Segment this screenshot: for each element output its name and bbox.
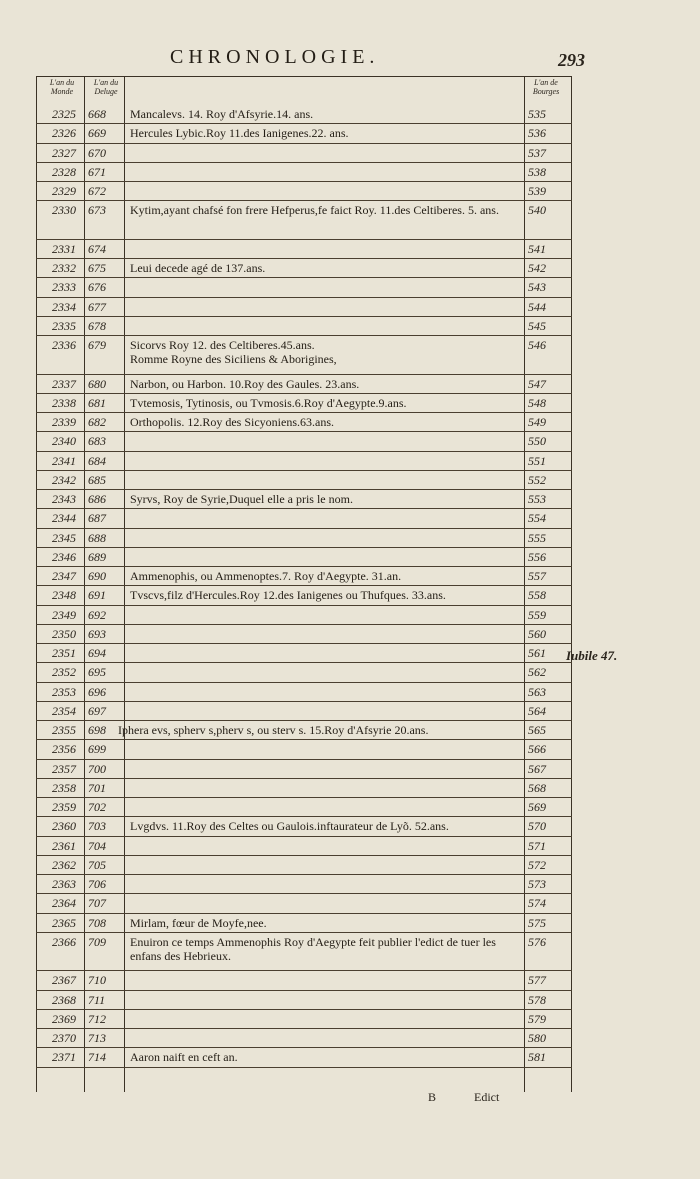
year-deluge: 697 (88, 703, 106, 718)
year-deluge: 682 (88, 415, 106, 429)
row-rule (36, 258, 572, 259)
row-rule (36, 585, 572, 586)
year-deluge: 681 (88, 395, 106, 410)
year-bourges: 538 (528, 164, 546, 179)
year-bourges: 539 (528, 184, 546, 198)
year-bourges: 537 (528, 145, 546, 160)
chronicle-entry: Orthopolis. 12.Roy des Sicyoniens.63.ans. (130, 415, 334, 429)
chronicle-entry: Enuiron ce temps Ammenophis Roy d'Aegypte feit publier l'edict de tuer les enfans des Hebrieux. (130, 934, 496, 963)
year-deluge: 675 (88, 261, 106, 275)
year-monde: 2356 (52, 742, 76, 757)
year-monde: 2350 (52, 626, 76, 641)
year-deluge: 688 (88, 530, 106, 545)
year-bourges: 569 (528, 800, 546, 814)
year-deluge: 701 (88, 780, 106, 795)
year-bourges: 563 (528, 684, 546, 699)
year-monde: 2335 (52, 318, 76, 333)
year-deluge: 696 (88, 684, 106, 699)
year-monde: 2336 (52, 338, 76, 352)
chronicle-entry: Sicorvs Roy 12. des Celtiberes.45.ans. Romme Royne des Siciliens & Aborigines, (130, 338, 337, 366)
row-rule (36, 181, 572, 182)
year-monde: 2333 (52, 280, 76, 295)
year-monde: 2355 (52, 723, 76, 737)
year-deluge: 713 (88, 1031, 106, 1045)
chronicle-entry: Leui decede agé de 137.ans. (130, 261, 266, 275)
year-monde: 2345 (52, 530, 76, 545)
year-monde: 2364 (52, 896, 76, 911)
year-bourges: 579 (528, 1011, 546, 1026)
year-monde: 2354 (52, 703, 76, 718)
row-rule (36, 893, 572, 894)
footer-signature: B (428, 1090, 437, 1104)
year-deluge: 703 (88, 819, 106, 834)
column-rule (524, 76, 525, 1092)
column-rule (124, 76, 125, 1092)
year-deluge: 711 (88, 992, 106, 1007)
year-monde: 2370 (52, 1031, 76, 1045)
year-deluge: 670 (88, 145, 106, 160)
year-monde: 2347 (52, 569, 76, 583)
year-monde: 2349 (52, 607, 76, 622)
year-bourges: 567 (528, 761, 546, 776)
year-bourges: 577 (528, 973, 546, 988)
year-monde: 2325 (52, 107, 76, 121)
year-monde: 2328 (52, 164, 76, 179)
page-title: CHRONOLOGIE. (170, 46, 380, 68)
row-rule (36, 412, 572, 413)
year-monde: 2357 (52, 761, 76, 776)
year-bourges: 549 (528, 415, 546, 429)
year-bourges: 576 (528, 934, 546, 949)
year-monde: 2343 (52, 492, 76, 506)
year-monde: 2359 (52, 800, 76, 814)
margin-note: Iubile 47. (566, 648, 618, 663)
year-bourges: 548 (528, 395, 546, 410)
year-monde: 2365 (52, 915, 76, 930)
row-rule (36, 489, 572, 490)
year-deluge: 687 (88, 511, 106, 526)
year-monde: 2344 (52, 511, 76, 526)
year-monde: 2339 (52, 415, 76, 429)
row-rule (36, 836, 572, 837)
row-rule (36, 682, 572, 683)
year-deluge: 709 (88, 934, 106, 949)
chronicle-entry: Lvgdvs. 11.Roy des Celtes ou Gaulois.inftaurateur de Lyõ. 52.ans. (130, 819, 449, 834)
year-monde: 2334 (52, 299, 76, 314)
chronicle-entry: Aaron naift en ceft an. (130, 1050, 238, 1065)
chronicle-entry: Syrvs, Roy de Syrie,Duquel elle a pris le nom. (130, 492, 353, 506)
year-bourges: 558 (528, 588, 546, 603)
year-bourges: 565 (528, 723, 546, 737)
row-rule (36, 720, 572, 721)
row-rule (36, 162, 572, 163)
year-bourges: 580 (528, 1031, 546, 1045)
year-deluge: 700 (88, 761, 106, 776)
year-bourges: 551 (528, 453, 546, 468)
year-monde: 2348 (52, 588, 76, 603)
column-rule (36, 76, 37, 1092)
year-deluge: 695 (88, 665, 106, 680)
year-bourges: 544 (528, 299, 546, 314)
year-deluge: 706 (88, 877, 106, 891)
row-rule (36, 393, 572, 394)
year-deluge: 691 (88, 588, 106, 603)
row-rule (36, 431, 572, 432)
year-monde: 2361 (52, 838, 76, 853)
year-bourges: 575 (528, 915, 546, 930)
year-deluge: 714 (88, 1050, 106, 1065)
year-bourges: 540 (528, 203, 546, 218)
year-monde: 2362 (52, 857, 76, 872)
row-rule (36, 701, 572, 702)
chronicle-entry: Tvscvs,filz d'Hercules.Roy 12.des Ianigenes ou Thufques. 33.ans. (130, 588, 446, 603)
column-header-deluge: L'an du Deluge (93, 78, 119, 96)
year-deluge: 676 (88, 280, 106, 295)
row-rule (36, 990, 572, 991)
year-bourges: 547 (528, 376, 546, 391)
row-rule (36, 1028, 572, 1029)
chronicle-entry: Mirlam, fœur de Moyfe,nee. (130, 915, 267, 930)
row-rule (36, 739, 572, 740)
year-bourges: 553 (528, 492, 546, 506)
row-rule (36, 123, 572, 124)
row-rule (36, 778, 572, 779)
year-bourges: 570 (528, 819, 546, 834)
year-deluge: 690 (88, 569, 106, 583)
row-rule (36, 200, 572, 201)
row-rule (36, 970, 572, 971)
year-bourges: 556 (528, 549, 546, 564)
year-bourges: 561 (528, 646, 546, 660)
year-deluge: 679 (88, 338, 106, 352)
chronicle-entry: Mancalevs. 14. Roy d'Afsyrie.14. ans. (130, 107, 314, 121)
year-monde: 2352 (52, 665, 76, 680)
chronicle-entry: Hercules Lybic.Roy 11.des Ianigenes.22. ans. (130, 126, 349, 141)
row-rule (36, 316, 572, 317)
chronicle-entry: Ammenophis, ou Ammenoptes.7. Roy d'Aegypte. 31.an. (130, 569, 402, 583)
year-deluge: 668 (88, 107, 106, 121)
year-bourges: 573 (528, 877, 546, 891)
row-rule (36, 374, 572, 375)
year-bourges: 571 (528, 838, 546, 853)
year-monde: 2327 (52, 145, 76, 160)
row-rule (36, 470, 572, 471)
year-deluge: 680 (88, 376, 106, 391)
year-deluge: 708 (88, 915, 106, 930)
row-rule (36, 1047, 572, 1048)
row-rule (36, 932, 572, 933)
year-deluge: 692 (88, 607, 106, 622)
year-bourges: 543 (528, 280, 546, 295)
year-bourges: 560 (528, 626, 546, 641)
year-bourges: 554 (528, 511, 546, 526)
column-rule (84, 76, 85, 1092)
year-monde: 2351 (52, 646, 76, 660)
row-rule (36, 874, 572, 875)
year-monde: 2363 (52, 877, 76, 891)
year-monde: 2326 (52, 126, 76, 141)
year-monde: 2346 (52, 549, 76, 564)
row-rule (36, 297, 572, 298)
chronicle-entry: Kytim,ayant chafsé fon frere Hefperus,fe faict Roy. 11.des Celtiberes. 5. ans. (130, 203, 499, 218)
year-monde: 2337 (52, 376, 76, 391)
year-bourges: 559 (528, 607, 546, 622)
year-deluge: 684 (88, 453, 106, 468)
year-deluge: 689 (88, 549, 106, 564)
year-monde: 2329 (52, 184, 76, 198)
year-deluge: 705 (88, 857, 106, 872)
year-deluge: 677 (88, 299, 106, 314)
year-deluge: 699 (88, 742, 106, 757)
row-rule (36, 528, 572, 529)
year-deluge: 673 (88, 203, 106, 218)
year-deluge: 704 (88, 838, 106, 853)
column-header-monde: L'an du Monde (49, 78, 75, 96)
year-monde: 2371 (52, 1050, 76, 1065)
row-rule (36, 335, 572, 336)
column-header-bourges: L'an de Bourges (532, 78, 560, 96)
year-monde: 2360 (52, 819, 76, 834)
year-monde: 2367 (52, 973, 76, 988)
year-bourges: 552 (528, 472, 546, 487)
year-deluge: 694 (88, 646, 106, 660)
year-monde: 2353 (52, 684, 76, 699)
row-rule (36, 816, 572, 817)
year-monde: 2338 (52, 395, 76, 410)
row-rule (36, 855, 572, 856)
year-bourges: 578 (528, 992, 546, 1007)
year-deluge: 672 (88, 184, 106, 198)
year-deluge: 669 (88, 126, 106, 141)
year-bourges: 550 (528, 434, 546, 449)
year-deluge: 674 (88, 241, 106, 256)
year-deluge: 693 (88, 626, 106, 641)
chronicle-entry: Narbon, ou Harbon. 10.Roy des Gaules. 23.ans. (130, 376, 360, 391)
year-bourges: 541 (528, 241, 546, 256)
chronicle-entry: Iphera evs, spherv s,pherv s, ou sterv s. 15.Roy d'Afsyrie 20.ans. (118, 723, 429, 737)
year-bourges: 572 (528, 857, 546, 872)
year-bourges: 566 (528, 742, 546, 757)
year-monde: 2331 (52, 241, 76, 256)
row-rule (36, 605, 572, 606)
year-bourges: 545 (528, 318, 546, 333)
row-rule (36, 797, 572, 798)
row-rule (36, 451, 572, 452)
year-deluge: 698 (88, 723, 106, 737)
year-bourges: 546 (528, 338, 546, 352)
year-monde: 2342 (52, 472, 76, 487)
year-bourges: 568 (528, 780, 546, 795)
year-monde: 2330 (52, 203, 76, 218)
year-monde: 2366 (52, 934, 76, 949)
row-rule (36, 277, 572, 278)
year-bourges: 555 (528, 530, 546, 545)
page-number: 293 (558, 50, 585, 70)
row-rule (36, 624, 572, 625)
year-deluge: 707 (88, 896, 106, 911)
year-bourges: 581 (528, 1050, 546, 1065)
year-deluge: 702 (88, 800, 106, 814)
year-bourges: 542 (528, 261, 546, 275)
year-deluge: 671 (88, 164, 106, 179)
year-bourges: 536 (528, 126, 546, 141)
row-rule (36, 508, 572, 509)
chronicle-entry: Tvtemosis, Tytinosis, ou Tvmosis.6.Roy d'Aegypte.9.ans. (130, 395, 407, 410)
year-deluge: 678 (88, 318, 106, 333)
year-deluge: 712 (88, 1011, 106, 1026)
footer-catchword: Edict (474, 1090, 500, 1104)
year-bourges: 562 (528, 665, 546, 680)
column-rule (571, 76, 572, 1092)
row-rule (36, 662, 572, 663)
year-deluge: 686 (88, 492, 106, 506)
row-rule (36, 913, 572, 914)
row-rule (36, 547, 572, 548)
year-monde: 2369 (52, 1011, 76, 1026)
year-bourges: 564 (528, 703, 546, 718)
row-rule (36, 1067, 572, 1068)
row-rule (36, 566, 572, 567)
year-monde: 2341 (52, 453, 76, 468)
year-deluge: 683 (88, 434, 106, 449)
year-bourges: 535 (528, 107, 546, 121)
row-rule (36, 643, 572, 644)
year-bourges: 574 (528, 896, 546, 911)
year-deluge: 685 (88, 472, 106, 487)
row-rule (36, 759, 572, 760)
row-rule (36, 143, 572, 144)
year-deluge: 710 (88, 973, 106, 988)
year-monde: 2358 (52, 780, 76, 795)
row-rule (36, 239, 572, 240)
year-monde: 2368 (52, 992, 76, 1007)
row-rule (36, 1009, 572, 1010)
year-monde: 2340 (52, 434, 76, 449)
year-bourges: 557 (528, 569, 546, 583)
year-monde: 2332 (52, 261, 76, 275)
